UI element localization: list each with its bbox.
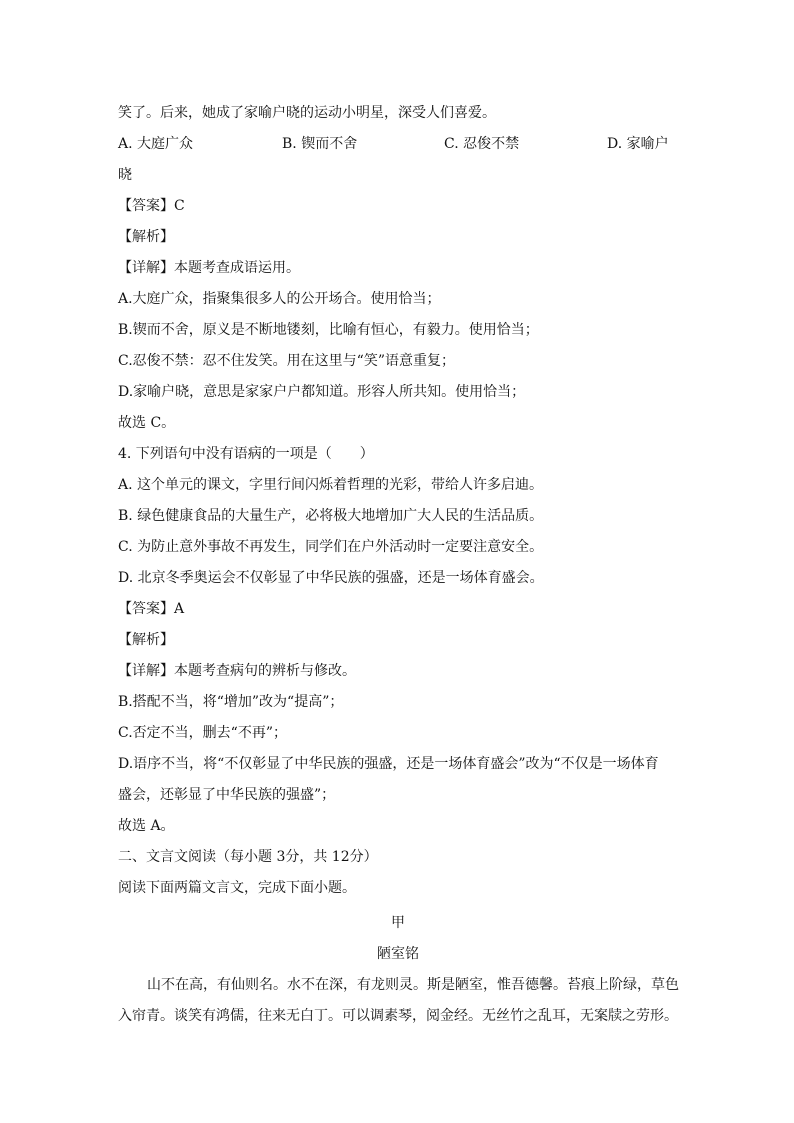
q3-option-d: D. 家喻户 (607, 136, 669, 152)
q3-option-a: A. 大庭广众 (118, 136, 194, 152)
q4-detail-line: C.否定不当，删去“不再”； (118, 725, 287, 741)
q3-answer: 【答案】C (118, 198, 185, 214)
q4-stem: 4. 下列语句中没有语病的一项是（ ） (118, 446, 374, 462)
paragraph-line: 笑了。后来，她成了家喻户晓的运动小明星，深受人们喜爱。 (118, 105, 496, 121)
q3-detail-line: C.忍俊不禁：忍不住发笑。用在这里与“笑”语意重复； (118, 353, 455, 369)
q3-conclusion: 故选 C。 (118, 415, 176, 431)
q4-answer: 【答案】A (118, 601, 185, 617)
q4-detail-line: B.搭配不当，将“增加”改为“提高”； (118, 694, 344, 710)
q3-detail-line: D.家喻户晓，意思是家家户户都知道。形容人所共知。使用恰当； (118, 384, 526, 400)
q4-conclusion: 故选 A。 (118, 818, 175, 834)
q3-option-b: B. 锲而不舍 (282, 136, 358, 152)
classical-text-line: 入帘青。谈笑有鸿儒，往来无白丁。可以调素琴，阅金经。无丝竹之乱耳，无案牍之劳形。 (118, 1008, 678, 1024)
q4-option-d: D. 北京冬季奥运会不仅彰显了中华民族的强盛，还是一场体育盛会。 (118, 570, 544, 586)
q3-detail-line: A.大庭广众，指聚集很多人的公开场合。使用恰当； (118, 291, 441, 307)
text-label: 甲 (391, 915, 405, 931)
q4-detail-line: 【详解】本题考查病句的辨析与修改。 (118, 663, 356, 679)
q3-analysis-label: 【解析】 (118, 229, 174, 245)
q3-option-c: C. 忍俊不禁 (444, 136, 520, 152)
document-content (118, 100, 678, 1034)
q4-detail-line: D.语序不当，将“不仅彰显了中华民族的强盛，还是一场体育盛会”改为“不仅是一场体育 (118, 756, 659, 772)
q4-option-c: C. 为防止意外事故不再发生，同学们在户外活动时一定要注意安全。 (118, 539, 544, 555)
classical-text-line: 山不在高，有仙则名。水不在深，有龙则灵。斯是陋室，惟吾德馨。苔痕上阶绿，草色 (147, 977, 679, 993)
section-title: 二、文言文阅读（每小题 3分，共 12分） (118, 849, 378, 865)
section-instruction: 阅读下面两篇文言文，完成下面小题。 (118, 880, 356, 896)
q3-detail-line: 【详解】本题考查成语运用。 (118, 260, 300, 276)
q4-detail-line: 盛会，还彰显了中华民族的强盛”； (118, 787, 336, 803)
text-title: 陋室铭 (377, 946, 419, 962)
q4-analysis-label: 【解析】 (118, 632, 174, 648)
q3-options-row (118, 131, 678, 162)
q4-option-a: A. 这个单元的课文，字里行间闪烁着哲理的光彩，带给人许多启迪。 (118, 477, 544, 493)
q3-detail-line: B.锲而不舍，原义是不断地镂刻，比喻有恒心，有毅力。使用恰当； (118, 322, 539, 338)
q4-option-b: B. 绿色健康食品的大量生产，必将极大地增加广大人民的生活品质。 (118, 508, 544, 524)
q3-option-d-wrap: 晓 (118, 167, 132, 183)
